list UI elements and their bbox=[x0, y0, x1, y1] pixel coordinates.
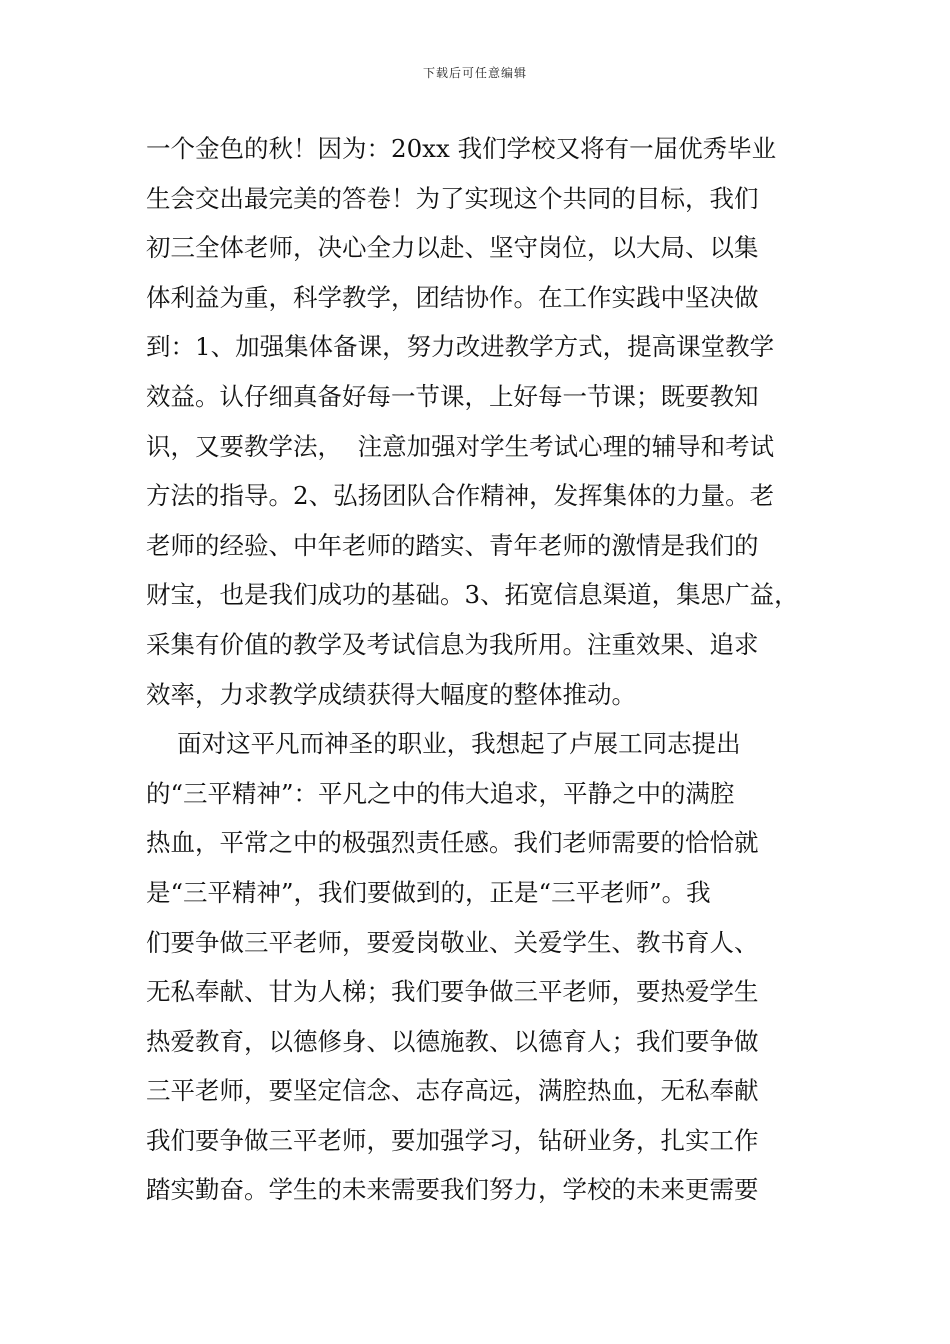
text-line: 生会交出最完美的答卷！为了实现这个共同的目标，我们 bbox=[146, 183, 759, 213]
text-line: 初三全体老师，决心全力以赴、坚守岗位，以大局、以集 bbox=[146, 233, 759, 263]
text-line: 是“三平精神”，我们要做到的，正是“三平老师”。我 bbox=[146, 877, 711, 907]
text-line: 方法的指导。2、弘扬团队合作精神，发挥集体的力量。老 bbox=[146, 481, 775, 511]
text-line: 热爱教育，以德修身、以德施教、以德育人；我们要争做 bbox=[146, 1026, 759, 1056]
text-line: 效益。认仔细真备好每一节课，上好每一节课；既要教知 bbox=[146, 381, 759, 411]
text-line: 的“三平精神”：平凡之中的伟大追求，平静之中的满腔 bbox=[146, 778, 735, 808]
text-line: 财宝，也是我们成功的基础。3、拓宽信息渠道，集思广益， bbox=[146, 580, 799, 610]
text-line: 到：1、加强集体备课，努力改进教学方式，提高课堂教学 bbox=[146, 332, 775, 362]
text-line: 体利益为重，科学教学，团结协作。在工作实践中坚决做 bbox=[146, 282, 759, 312]
text-line: 老师的经验、中年老师的踏实、青年老师的激情是我们的 bbox=[146, 530, 759, 560]
text-line: 识，又要教学法， 注意加强对学生考试心理的辅导和考试 bbox=[146, 431, 775, 461]
text-line: 三平老师，要坚定信念、志存高远，满腔热血，无私奉献 bbox=[146, 1076, 759, 1106]
text-line: 们要争做三平老师，要爱岗敬业、关爱学生、教书育人、 bbox=[146, 927, 759, 957]
text-line: 踏实勤奋。学生的未来需要我们努力，学校的未来更需要 bbox=[146, 1175, 759, 1205]
text-line: 我们要争做三平老师，要加强学习，钻研业务，扎实工作 bbox=[146, 1125, 759, 1155]
text-line: 热血，平常之中的极强烈责任感。我们老师需要的恰恰就 bbox=[146, 828, 759, 858]
page-header-note: 下载后可任意编辑 bbox=[422, 66, 527, 80]
text-line: 面对这平凡而神圣的职业，我想起了卢展工同志提出 bbox=[146, 729, 741, 759]
text-line: 无私奉献、甘为人梯；我们要争做三平老师，要热爱学生 bbox=[146, 977, 759, 1007]
document-body bbox=[146, 124, 808, 1215]
text-line: 采集有价值的教学及考试信息为我所用。注重效果、追求 bbox=[146, 629, 759, 659]
text-line: 一个金色的秋！因为：20xx 我们学校又将有一届优秀毕业 bbox=[146, 134, 777, 163]
text-line: 效率，力求教学成绩获得大幅度的整体推动。 bbox=[146, 679, 636, 709]
